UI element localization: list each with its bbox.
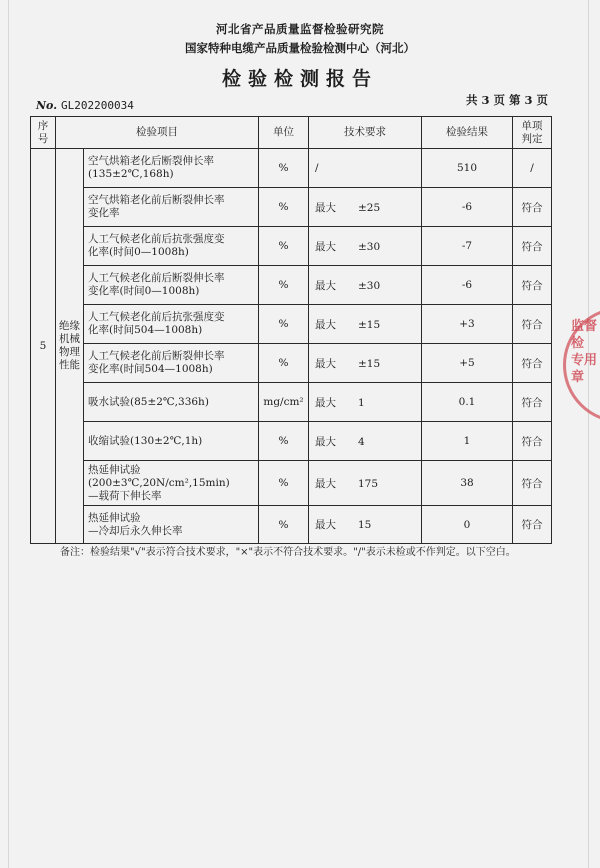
requirement-value: ±30 [358, 240, 381, 253]
verdict-cell: 符合 [513, 188, 552, 227]
table-body [31, 149, 552, 544]
requirement-cell [309, 506, 422, 544]
unit-cell: % [259, 305, 309, 344]
scan-edge-right [588, 0, 589, 868]
report-number [36, 99, 134, 112]
requirement-cell [309, 461, 422, 506]
test-item-cell: 收缩试验(130±2℃,1h) [84, 422, 259, 461]
unit-cell: % [259, 227, 309, 266]
report-title: 检验检测报告 [221, 68, 378, 90]
unit-cell: % [259, 149, 309, 188]
requirement-prefix: 最大 [315, 477, 336, 490]
result-cell: +5 [422, 344, 513, 383]
requirement-value: ±30 [358, 279, 381, 292]
requirement-value: ±15 [358, 357, 381, 370]
unit-cell: mg/cm² [259, 383, 309, 422]
inspection-table [30, 116, 552, 544]
result-cell: +3 [422, 305, 513, 344]
table-row [31, 344, 552, 383]
unit-cell: % [259, 461, 309, 506]
unit-cell: % [259, 344, 309, 383]
result-cell: 1 [422, 422, 513, 461]
verdict-cell: / [513, 149, 552, 188]
verdict-cell: 符合 [513, 266, 552, 305]
result-cell: 510 [422, 149, 513, 188]
requirement-prefix: 最大 [315, 240, 336, 253]
requirement-prefix: 最大 [315, 201, 336, 214]
requirement-value: 4 [358, 435, 365, 448]
requirement-prefix: 最大 [315, 519, 336, 531]
test-item-cell: 热延伸试验 —冷却后永久伸长率 [84, 506, 259, 544]
test-item-cell: 吸水试验(85±2℃,336h) [84, 383, 259, 422]
org-line-1: 河北省产品质量监督检验研究院 [216, 22, 384, 36]
requirement-value: ±25 [358, 201, 381, 214]
requirement-cell [309, 305, 422, 344]
result-cell: -6 [422, 266, 513, 305]
requirement-value: 15 [358, 519, 372, 531]
table-row [31, 383, 552, 422]
requirement-cell [309, 422, 422, 461]
requirement-value: ±15 [358, 318, 381, 331]
verdict-cell: 符合 [513, 461, 552, 506]
requirement-value: 175 [358, 477, 379, 490]
table-row [31, 461, 552, 506]
test-item-cell: 空气烘箱老化前后断裂伸长率 变化率 [84, 188, 259, 227]
requirement-cell [309, 344, 422, 383]
result-cell: 38 [422, 461, 513, 506]
verdict-cell: 符合 [513, 506, 552, 544]
report-number-value: GL202200034 [61, 99, 134, 112]
test-item-cell: 人工气候老化前后抗张强度变 化率(时间504—1008h) [84, 305, 259, 344]
requirement-cell [309, 266, 422, 305]
requirement-prefix: / [315, 162, 319, 174]
header-result: 检验结果 [422, 117, 513, 149]
table-header-row [31, 117, 552, 149]
test-item-cell: 热延伸试验 (200±3℃,20N/cm²,15min) —载荷下伸长率 [84, 461, 259, 506]
requirement-prefix: 最大 [315, 357, 336, 370]
table-row [31, 149, 552, 188]
requirement-value: 1 [358, 396, 365, 409]
requirement-cell [309, 383, 422, 422]
unit-cell: % [259, 506, 309, 544]
table-row [31, 227, 552, 266]
test-item-cell: 人工气候老化前后断裂伸长率 变化率(时间0—1008h) [84, 266, 259, 305]
table-row [31, 506, 552, 544]
header-seq: 序号 [31, 117, 56, 149]
test-item-cell: 人工气候老化前后断裂伸长率 变化率(时间504—1008h) [84, 344, 259, 383]
header-verdict: 单项 判定 [513, 117, 552, 149]
result-cell: -7 [422, 227, 513, 266]
result-cell: 0.1 [422, 383, 513, 422]
verdict-cell: 符合 [513, 422, 552, 461]
requirement-cell [309, 188, 422, 227]
requirement-prefix: 最大 [315, 318, 336, 331]
seq-cell: 5 [31, 149, 56, 544]
unit-cell: % [259, 422, 309, 461]
table-row [31, 305, 552, 344]
requirement-cell [309, 149, 422, 188]
unit-cell: % [259, 188, 309, 227]
org-line-2: 国家特种电缆产品质量检验检测中心（河北） [185, 41, 415, 55]
verdict-cell: 符合 [513, 344, 552, 383]
report-number-label: No. [36, 99, 58, 112]
requirement-prefix: 最大 [315, 279, 336, 292]
header-item: 检验项目 [56, 117, 259, 149]
unit-cell: % [259, 266, 309, 305]
page-count: 共 3 页 第 3 页 [465, 93, 548, 107]
footnote: 备注：检验结果"√"表示符合技术要求，"×"表示不符合技术要求。"/"表示未检或不作判定。以下空白。 [60, 547, 516, 558]
requirement-cell [309, 227, 422, 266]
table-row [31, 188, 552, 227]
requirement-prefix: 最大 [315, 396, 336, 409]
verdict-cell: 符合 [513, 383, 552, 422]
scan-edge-left [8, 0, 9, 868]
verdict-cell: 符合 [513, 305, 552, 344]
header-requirement: 技术要求 [309, 117, 422, 149]
result-cell: -6 [422, 188, 513, 227]
test-item-cell: 人工气候老化前后抗张强度变 化率(时间0—1008h) [84, 227, 259, 266]
category-cell: 绝缘 机械 物理 性能 [56, 149, 84, 544]
verdict-cell: 符合 [513, 227, 552, 266]
official-seal-text: 监督检 专用章 [571, 319, 598, 385]
test-item-cell: 空气烘箱老化后断裂伸长率 (135±2℃,168h) [84, 149, 259, 188]
table-row [31, 422, 552, 461]
table-row [31, 266, 552, 305]
header-unit: 单位 [259, 117, 309, 149]
requirement-prefix: 最大 [315, 435, 336, 448]
result-cell: 0 [422, 506, 513, 544]
